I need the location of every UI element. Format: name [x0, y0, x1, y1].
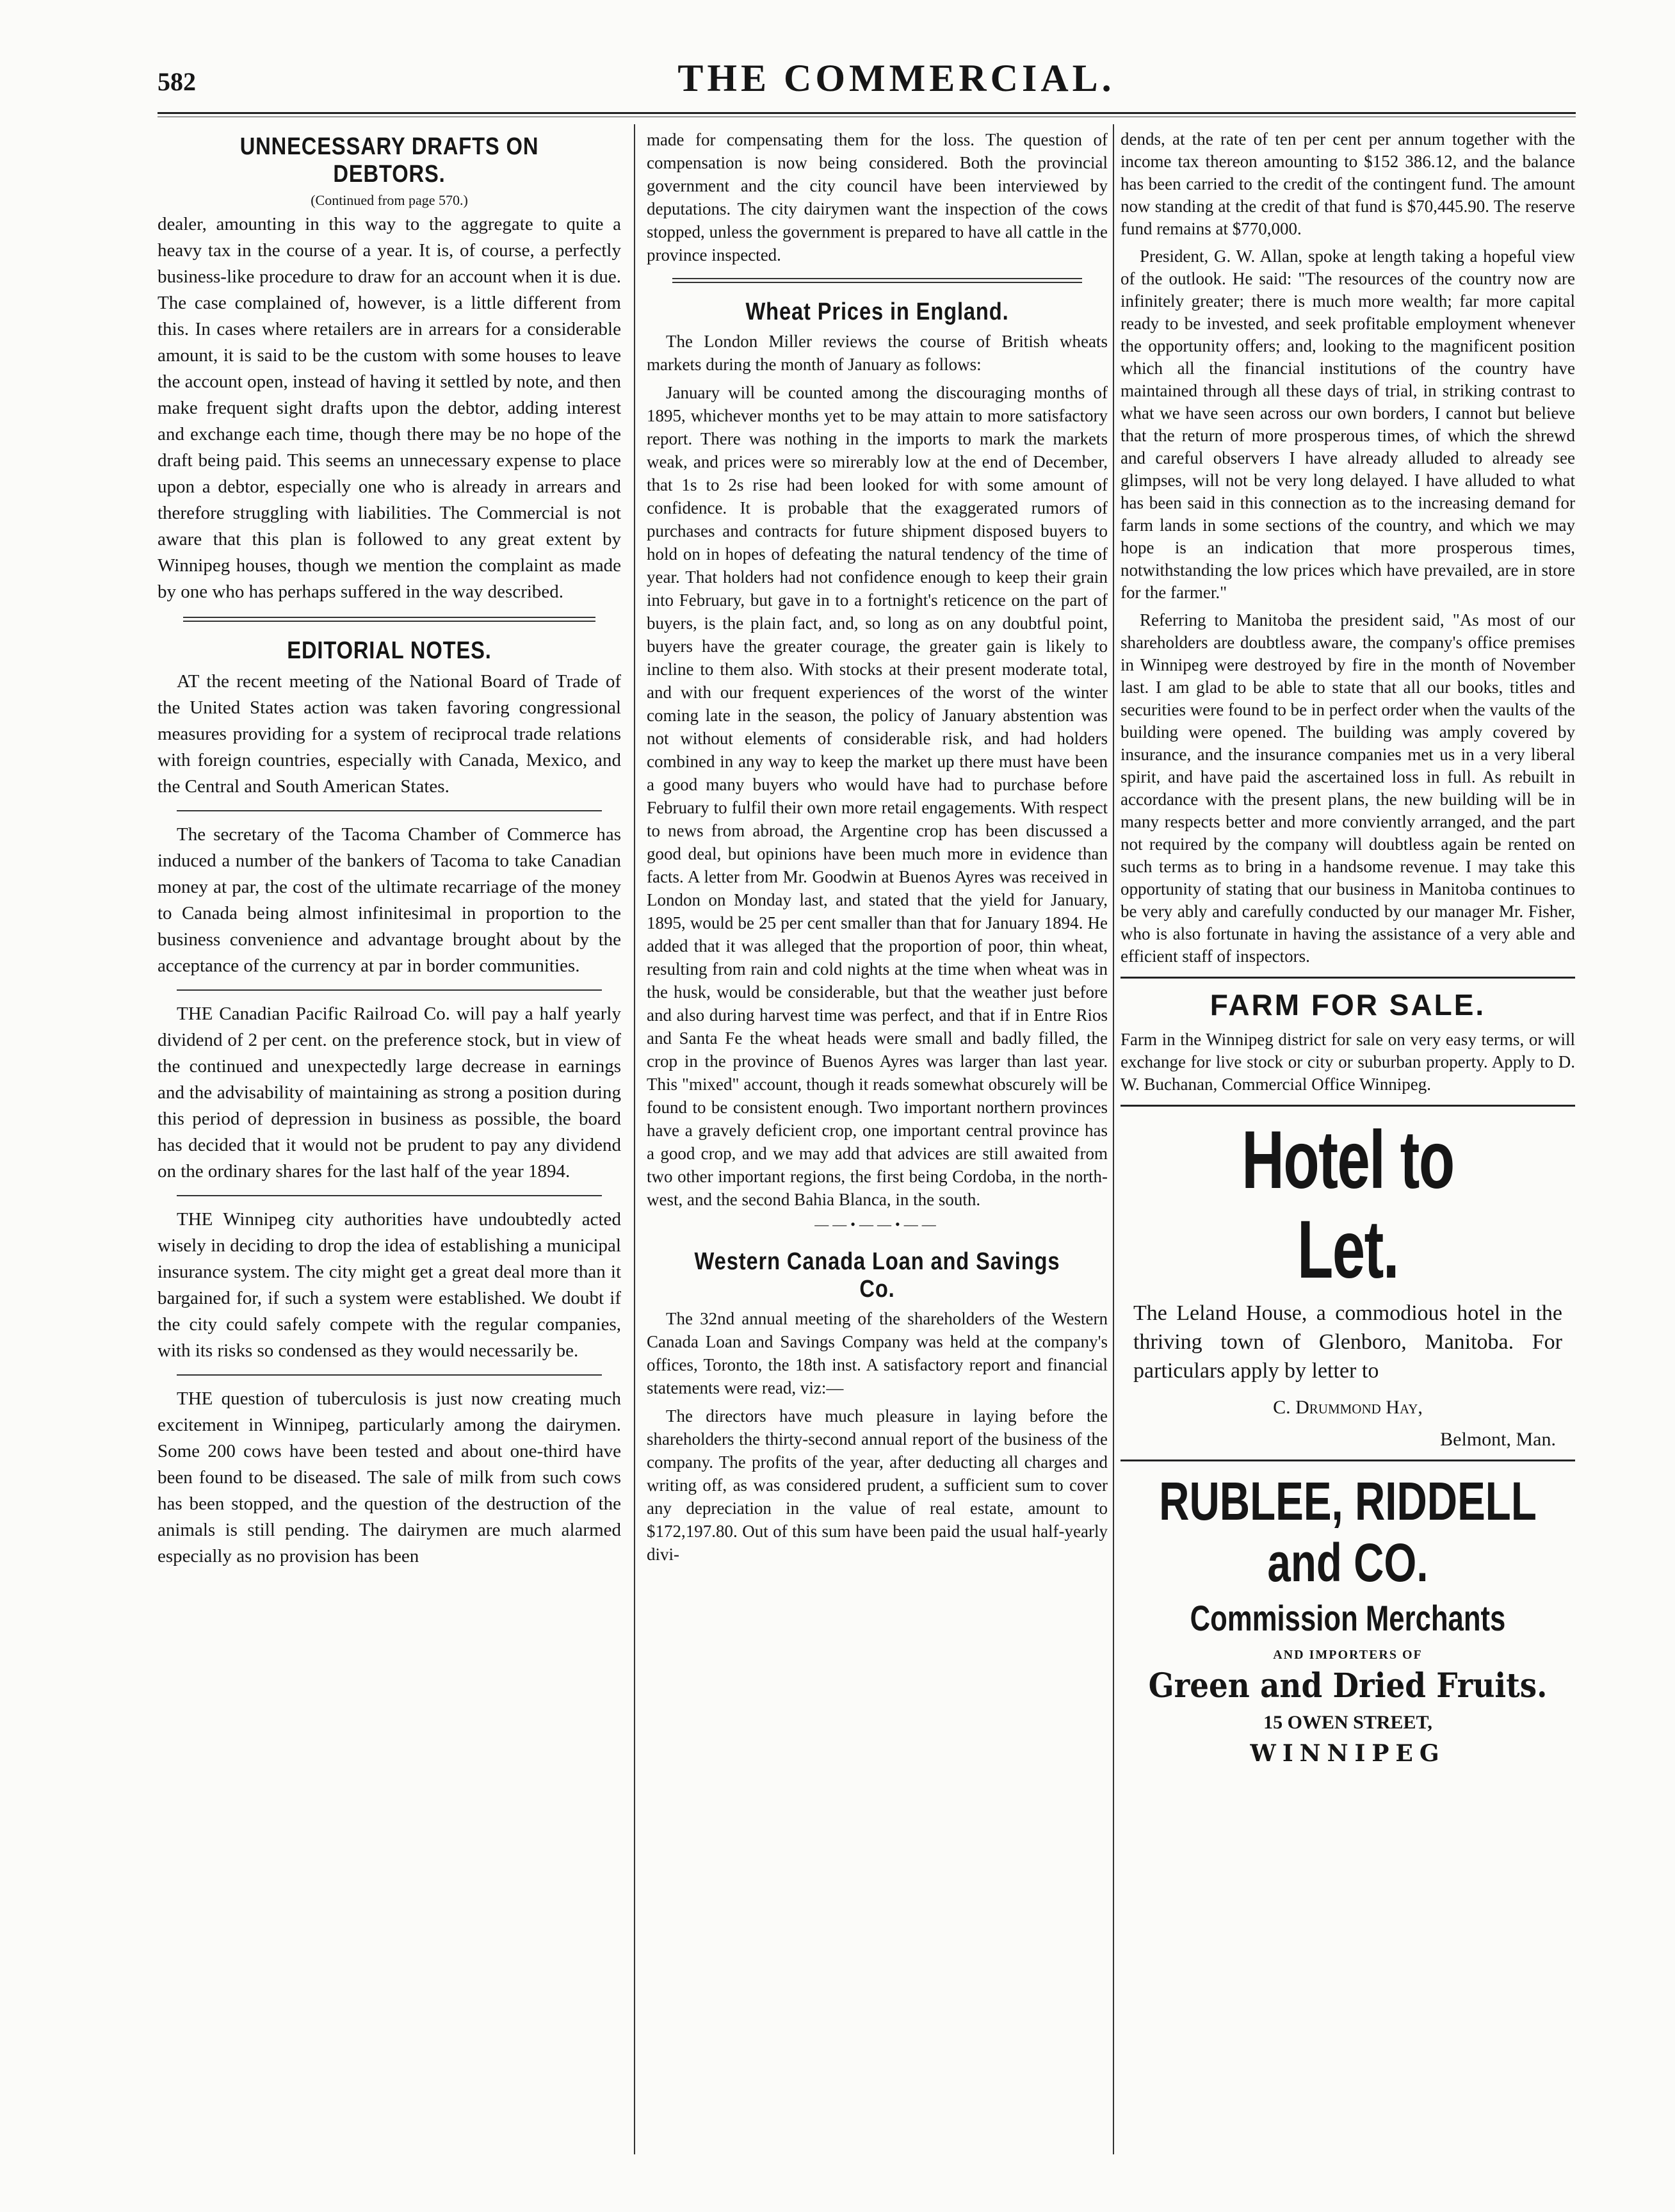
article-title-drafts: UNNECESSARY DRAFTS ON DEBTORS. — [239, 133, 539, 188]
page-number: 582 — [158, 67, 196, 96]
hotel-ad-title: Hotel to Let. — [1242, 1114, 1454, 1296]
editorial-paragraph: THE Canadian Pacific Railroad Co. will pay a half yearly dividend of 2 per cent. on the preference stock, but in view of the continued and unexpectedly large decrease in earnings and the advisability of maintaining as strong a position during this period of depression in business as possible, the board has decided that it would not be prudent to pay any dividend on the ordinary shares for the last half of the year 1894. — [158, 1004, 621, 1182]
editorial-paragraph: AT the recent meeting of the National Board of Trade of the United States action was taken favoring congressional measures providing for a system of reciprocal trade relations with foreign countries, especially with Canada, Mexico, and the Central and South American States. — [158, 671, 621, 797]
paragraph-divider — [177, 1374, 602, 1376]
paragraph-divider — [177, 810, 602, 811]
article-paragraph: Referring to Manitoba the president said, "As most of our shareholders are doubtless aware, the company's office premises in Winnipeg were destroyed by fire in the month of November last. I am glad to be able to state that all our books, titles and securities were found to be in perfect order when the vaults of the building were opened. The building was amply covered by insurance, and the insurance companies met us in a very liberal spirit, and have paid the ascertained loss in full. As rebuilt in accordance with the present plans, the new building will be in many respects better and more conviently arranged, and the part not required by the company will doubtless again be rented on such terms as to bring in a handsome revenue. I may take this opportunity of stating that our business in Manitoba continues to be very ably and carefully conducted by our manager Mr. Fisher, who is also fortunate in having the assistance of a very able and efficient staff of inspectors. — [1121, 610, 1575, 966]
masthead-title: THE COMMERCIAL. — [677, 57, 1115, 99]
header-rule — [158, 112, 1576, 117]
article-paragraph: dends, at the rate of ten per cent per annum together with the income tax thereon amounting to $152 386.12, and the balance has been carried to the credit of the contingent fund. The amount now standing at the credit of that fund is $70,445.90. The reserve fund remains at $770,000. — [1121, 129, 1575, 238]
ad-divider — [1121, 1460, 1575, 1461]
article-title-western-canada-loan: Western Canada Loan and Savings Co. — [694, 1248, 1060, 1303]
hotel-ad-signer: C. Drummond Hay, — [1273, 1397, 1423, 1418]
firm-name: RUBLEE, RIDDELL and CO. — [1159, 1471, 1537, 1593]
firm-street: 15 OWEN STREET, — [1263, 1712, 1432, 1733]
article-paragraph: dealer, amounting in this way to the aggregate to quite a heavy tax in the course of a year. It is, of course, a perfectly business-like procedure to draw for an account when it is due. The case complained of, however, is a little different from this. In cases where retailers are in arrears for a considerable amount, it is said to be the custom with some houses to leave the account open, instead of having it settled by note, and then make frequent sight drafts upon the debtor, adding interest and exchange each time, though there may be no hope of the draft being paid. This seems an unnecessary expense to place upon a debtor, especially one who is already in arrears and therefore struggling with liabilities. The Commercial is not aware that this plan is followed to any great extent by Winnipeg houses, though we mention the complaint as made by one who has perhaps suffered in the way described. — [158, 214, 621, 602]
column-divider — [634, 124, 635, 2154]
column-one — [158, 128, 621, 1575]
editorial-paragraph: THE question of tuberculosis is just now creating much excitement in Winnipeg, particularly among the dairymen. Some 200 cows have been tested and about one-third have been found to be diseased. The sale of milk from such cows has been stopped, and the question of the destruction of the animals is still pending. The dairymen are much alarmed especially as no provision has been — [158, 1388, 621, 1566]
ornament-divider: ——•——•—— — [814, 1216, 940, 1232]
article-paragraph: January will be counted among the discouraging months of 1895, whichever months yet to be may attain to more satisfactory report. There was nothing in the imports to mark the markets weak, and prices were so mirerably low at the end of December, that 1s to 2s rise had been looked for with some amount of confidence. It is probable that the exaggerated rumors of purchases and contracts for future shipment disposed buyers to hold on in hopes of defeating the natural tendency of the time of year. That holders had not confidence enough to keep their grain into February, but gave in to a fortnight's reticence on the part of buyers, is the plain fact, and, so long as on any doubtful point, buyers have the greater courage, the greater gain is likely to incline to them also. With stocks at their present moderate total, and with our frequent experiences of the worst of the winter coming late in the season, the policy of January abstention was not without elements of considerable risk, and had holders combined in any way to keep the market up there must have been a good many buyers who would have had to purchase before February to fulfil their own more retail engagements. With respect to news from abroad, the Argentine crop has been discussed a good deal, but opinions have been much more in evidence than facts. A letter from Mr. Goodwin at Buenos Ayres was received in London on Monday last, and stated that the yield for January, 1895, would be 25 per cent smaller than that for January 1894. He added that it was alleged that the proportion of poor, thin wheat, resulting from rain and cold nights at the time when wheat was in the husk, would be considerable, but that the weather just before and also during harvest time was perfect, and that if in Entre Rios and Santa Fe the wheat heads were small and badly filled, the crop in the province of Buenos Ayres was larger than last year. This "mixed" account, though it reads somewhat obscurely will be found to be consistent enough. Two important northern provinces have a gravely deficient crop, one important central province has a good crop, and we may add that advices are still awaited from two other important regions, the first being Cordoba, in the north-west, and the second Bahia Blanca, in the south. — [647, 383, 1108, 1209]
ad-divider — [1121, 1105, 1575, 1107]
continued-note: (Continued from page 570.) — [311, 192, 468, 208]
article-title-editorial-notes: EDITORIAL NOTES. — [287, 637, 492, 664]
article-paragraph: made for compensating them for the loss. The question of compensation is now being considered. Both the provincial government and the city council have been interviewed by deputations. The city dairymen want the inspection of the cows stopped, unless the government is prepared to have all cattle in the province inspected. — [647, 130, 1108, 264]
editorial-paragraph: THE Winnipeg city authorities have undoubtedly acted wisely in deciding to drop the idea of establishing a municipal insurance system. The city might get a great deal more than it bargained for, if such a system were established. We doubt if the city could safely compete with the regular companies, with its risks so condensed as they would necessarily be. — [158, 1209, 621, 1361]
article-paragraph: President, G. W. Allan, spoke at length taking a hopeful view of the outlook. He said: "The resources of the country now are infinitely greater; there is much more wealth; far more capital ready to be invested, and seek profitable employment whenever the opportunity offers; and, looking to the magnificent position which all the financial institutions of the country have maintained through all these days of trial, in striking contrast to what we have seen across our own borders, I cannot but believe that the return of more prosperous times, of which the shrewd and careful observers I have already alluded to already see glimpses, will not be very long delayed. I have alluded to what has been said in this connection as to the increasing demand for farm lands in some sections of the country, and which we may hope is an indication that more prosperous times, notwithstanding the low prices which have prevailed, are in store for the farmer." — [1121, 247, 1575, 602]
section-divider — [183, 617, 595, 622]
firm-goods: Green and Dried Fruits. — [1148, 1666, 1548, 1705]
paragraph-divider — [177, 1195, 602, 1196]
ad-divider — [1121, 977, 1575, 979]
article-paragraph: The directors have much pleasure in laying before the shareholders the thirty-second annual report of the business of the company. The profits of the year, after deducting all charges and writing off, as was considered prudent, a sufficient sum to cover any depreciation in the value of real estate, amount to $172,197.80. Out of this sum have been paid the usual half-yearly divi- — [647, 1406, 1108, 1564]
farm-ad-text: Farm in the Winnipeg district for sale on very easy terms, or will exchange for live stock or city or suburban property. Apply to D. W. Buchanan, Commercial Office Winnipeg. — [1121, 1030, 1575, 1094]
article-paragraph: The London Miller reviews the course of British wheats markets during the month of January as follows: — [647, 332, 1108, 374]
article-title-wheat-prices: Wheat Prices in England. — [745, 298, 1009, 325]
editorial-paragraph: The secretary of the Tacoma Chamber of Commerce has induced a number of the bankers of Tacoma to take Canadian money at par, the cost of the ultimate recarriage of the money to Canada being almost infinitesimal in proportion to the business convenience and advantage brought about by the acceptance of the currency at par in border communities. — [158, 824, 621, 976]
column-three — [1121, 128, 1575, 1771]
farm-ad-title: FARM FOR SALE. — [1210, 988, 1486, 1021]
column-divider — [1113, 124, 1114, 2154]
paragraph-divider — [177, 989, 602, 991]
firm-importers-line: AND IMPORTERS OF — [1273, 1648, 1423, 1662]
section-divider — [672, 278, 1082, 283]
firm-role: Commission Merchants — [1190, 1598, 1506, 1638]
firm-city: WINNIPEG — [1250, 1740, 1446, 1767]
article-paragraph: The 32nd annual meeting of the shareholders of the Western Canada Loan and Savings Company was held at the company's offices, Toronto, the 18th inst. A satisfactory report and financial statements were read, viz:— — [647, 1309, 1108, 1397]
column-two — [647, 128, 1108, 1571]
hotel-ad-place: Belmont, Man. — [1440, 1429, 1556, 1450]
hotel-ad-text: The Leland House, a commodious hotel in the thriving town of Glenboro, Manitoba. For particulars apply by letter to — [1133, 1301, 1562, 1383]
